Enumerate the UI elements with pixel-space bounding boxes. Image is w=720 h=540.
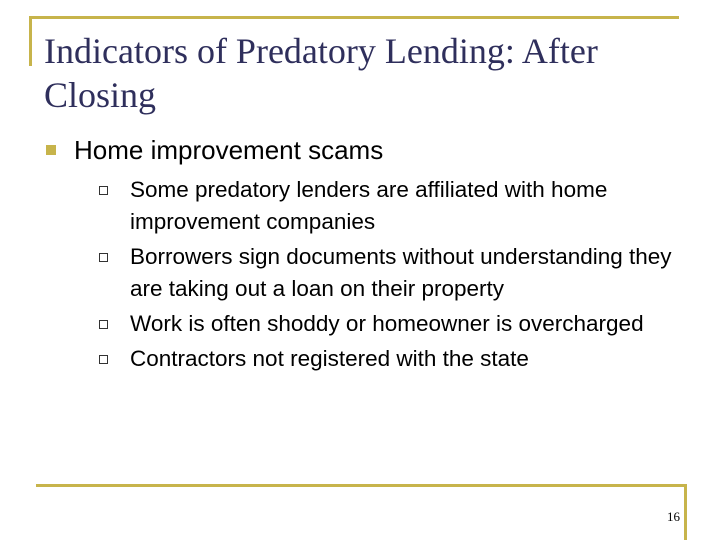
sub-bullet-list — [96, 174, 696, 378]
main-bullet-text: Home improvement scams — [74, 135, 384, 165]
sub-bullet-item — [96, 308, 696, 340]
sub-bullet-text: Contractors not registered with the state — [130, 346, 529, 371]
hollow-square-bullet-icon — [99, 253, 108, 262]
right-accent-line — [684, 484, 687, 540]
page-number: 16 — [667, 509, 680, 524]
hollow-square-bullet-icon — [99, 186, 108, 195]
hollow-square-bullet-icon — [99, 355, 108, 364]
sub-bullet-item — [96, 174, 696, 238]
filled-square-bullet-icon — [46, 145, 56, 155]
slide-title: Indicators of Predatory Lending: After Closing — [44, 31, 598, 115]
sub-bullet-item — [96, 343, 696, 375]
hollow-square-bullet-icon — [99, 320, 108, 329]
sub-bullet-text: Work is often shoddy or homeowner is overcharged — [130, 311, 644, 336]
sub-bullet-text: Some predatory lenders are affiliated with home improvement companies — [130, 177, 608, 234]
bottom-accent-line — [36, 484, 687, 487]
sub-bullet-item — [96, 241, 696, 305]
sub-bullet-text: Borrowers sign documents without understanding they are taking out a loan on their property — [130, 244, 672, 301]
